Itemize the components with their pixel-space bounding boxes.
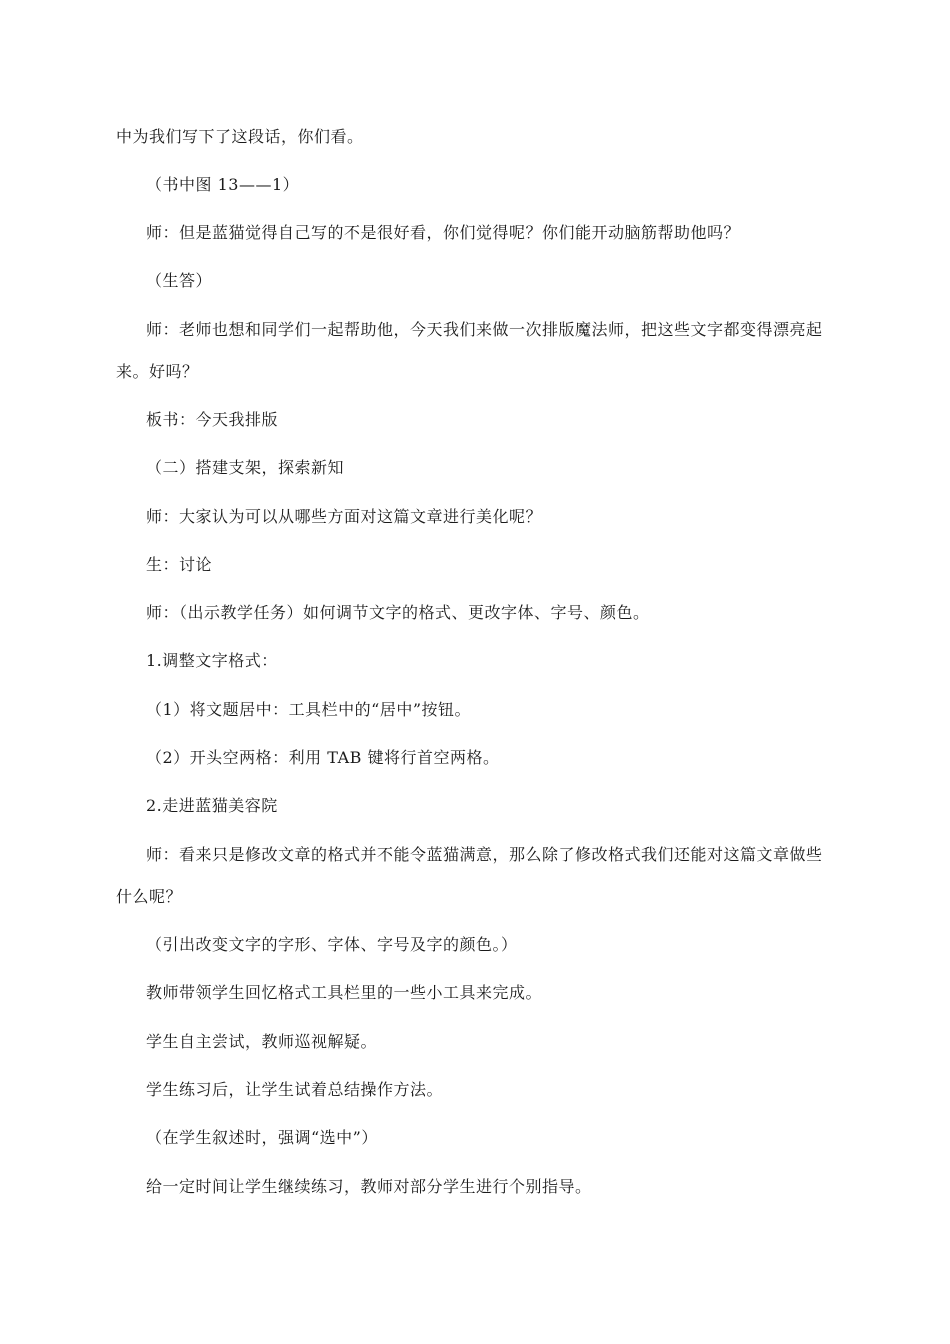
text-line: （在学生叙述时，强调“选中”） [146,1128,378,1147]
text-line: （引出改变文字的字形、字体、字号及字的颜色。） [146,935,518,954]
text-line: 学生自主尝试，教师巡视解疑。 [146,1032,378,1051]
text-line: 什么呢？ [116,887,183,906]
text-line: 学生练习后，让学生试着总结操作方法。 [146,1080,444,1099]
text-line: （书中图 13——1） [146,175,300,194]
text-line: （生答） [146,271,213,290]
text-line: 师：老师也想和同学们一起帮助他，今天我们来做一次排版魔法师，把这些文字都变得漂亮起 [146,320,823,339]
text-line: 板书：今天我排版 [146,410,279,429]
text-line: 师：但是蓝猫觉得自己写的不是很好看，你们觉得呢？你们能开动脑筋帮助他吗？ [146,223,741,242]
text-line: 来。好吗？ [116,362,199,381]
text-line: 1.调整文字格式： [146,651,278,670]
text-line: 教师带领学生回忆格式工具栏里的一些小工具来完成。 [146,983,543,1002]
text-line: （二）搭建支架，探索新知 [146,458,345,477]
text-line: 师：大家认为可以从哪些方面对这篇文章进行美化呢？ [146,507,543,526]
text-line: 中为我们写下了这段话，你们看。 [116,127,364,146]
text-line: （1）将文题居中：工具栏中的“居中”按钮。 [146,700,472,719]
text-line: 师：看来只是修改文章的格式并不能令蓝猫满意，那么除了修改格式我们还能对这篇文章做些 [146,845,823,864]
text-line: 生：讨论 [146,555,213,574]
text-line: 2.走进蓝猫美容院 [146,796,278,815]
text-line: 师：（出示教学任务）如何调节文字的格式、更改字体、字号、颜色。 [146,603,650,622]
text-line: 给一定时间让学生继续练习，教师对部分学生进行个别指导。 [146,1177,592,1196]
text-line: （2）开头空两格：利用 TAB 键将行首空两格。 [146,748,500,767]
